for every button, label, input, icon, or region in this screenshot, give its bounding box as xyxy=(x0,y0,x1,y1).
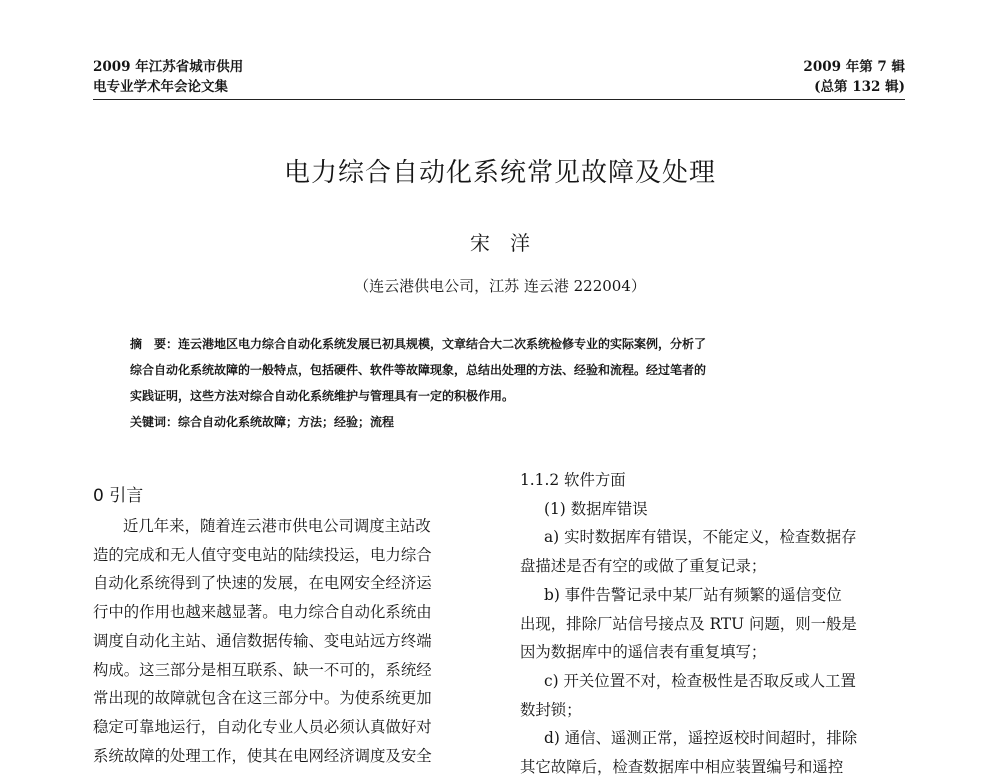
paper-title: 电力综合自动化系统常见故障及处理 xyxy=(283,158,716,188)
abstract-line: 综合自动化系统故障的一般特点，包括硬件、软件等故障现象，总结出处理的方法、经验和流程。经过笔者的 xyxy=(130,363,707,377)
body-line: b) 事件告警记录中某厂站有频繁的遥信变位 xyxy=(544,585,842,604)
body-line: 自动化系统得到了快速的发展，在电网安全经济运 xyxy=(93,574,432,593)
body-line: c) 开关位置不对，检查极性是否取反或人工置 xyxy=(544,671,856,690)
body-line: 其它故障后，检查数据库中相应装置编号和遥控 xyxy=(520,758,844,777)
abstract xyxy=(130,331,890,409)
abstract-line: 摘 要：连云港地区电力综合自动化系统发展已初具规模，文章结合大二次系统检修专业的实际案例，分析了 xyxy=(130,337,707,351)
body-line: 构成。这三部分是相互联系、缺一不可的，系统经 xyxy=(93,660,432,679)
body-line: (1) 数据库错误 xyxy=(544,499,648,518)
header-divider xyxy=(93,99,905,100)
body-line: 盘描述是否有空的或做了重复记录； xyxy=(520,557,767,576)
body-line: 调度自动化主站、通信数据传输、变电站远方终端 xyxy=(93,631,432,650)
body-line: 行中的作用也越来越显著。电力综合自动化系统由 xyxy=(93,603,432,622)
body-line: 因为数据库中的遥信表有重复填写； xyxy=(520,643,767,662)
body-line: 常出现的故障就包含在这三部分中。为使系统更加 xyxy=(93,689,432,708)
author-affiliation: （连云港供电公司，江苏 连云港 222004） xyxy=(354,277,646,295)
body-line: 稳定可靠地运行，自动化专业人员必须认真做好对 xyxy=(93,717,432,736)
section-heading-introduction: 0 引言 xyxy=(93,486,144,506)
keywords: 关键词：综合自动化系统故障；方法；经验；流程 xyxy=(130,415,395,429)
author-name: 宋 洋 xyxy=(470,231,530,255)
header-left-line1: 2009 年江苏省城市供用 xyxy=(93,59,244,75)
right-column-body xyxy=(520,466,910,782)
body-line: 造的完成和无人值守变电站的陆续投运，电力综合 xyxy=(93,545,432,564)
body-line: 出现，排除厂站信号接点及 RTU 问题，则一般是 xyxy=(520,614,857,633)
body-line: 近几年来，随着连云港市供电公司调度主站改 xyxy=(123,517,431,535)
body-line: 系统故障的处理工作，使其在电网经济调度及安全 xyxy=(93,746,432,765)
body-line: 数封锁； xyxy=(520,700,582,719)
body-line: d) 通信、遥测正常，遥控返校时间超时，排除 xyxy=(544,729,858,748)
left-column-body xyxy=(93,512,493,770)
abstract-line: 实践证明，这些方法对综合自动化系统维护与管理具有一定的积极作用。 xyxy=(130,389,515,403)
body-line: a) 实时数据库有错误，不能定义，检查数据存 xyxy=(544,528,857,547)
header-left-line2: 电专业学术年会论文集 xyxy=(93,79,228,95)
header-right-line2: (总第 132 辑) xyxy=(814,79,905,95)
subsection-heading: 1.1.2 软件方面 xyxy=(520,471,626,489)
header-right-line1: 2009 年第 7 辑 xyxy=(803,59,905,75)
